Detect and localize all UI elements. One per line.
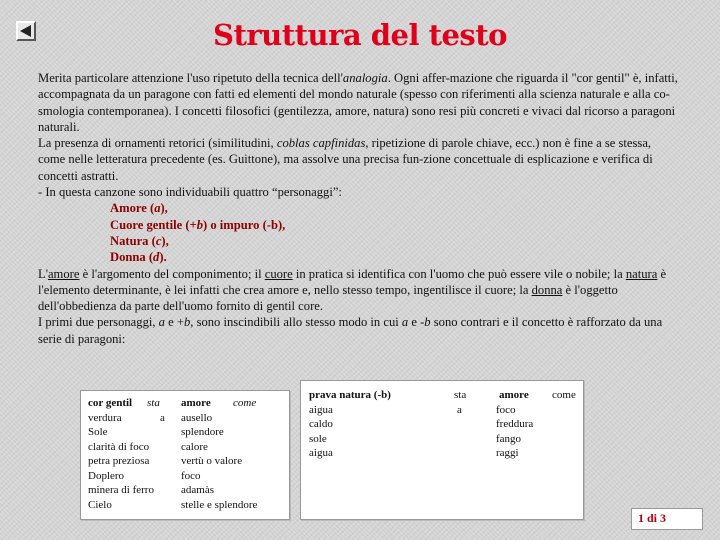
comparison-term: Cielo xyxy=(88,498,112,511)
paragraph-paragoni: I primi due personaggi, a e +b, sono inscindibili allo stesso modo in cui a e -b sono contrari e il concetto è rafforzato da una serie di paragoni: xyxy=(38,315,663,346)
slide-title: Struttura del testo xyxy=(213,18,507,52)
comparison-term: foco xyxy=(496,403,516,416)
comparison-term: aigua xyxy=(309,447,333,459)
paragraph-personaggi: - In questa canzone sono individuabili quattro “personaggi”: xyxy=(38,185,342,200)
comparison-term: Sole xyxy=(88,426,108,438)
comparison-term: minera di ferro xyxy=(88,484,154,496)
comparison-term: freddura xyxy=(496,418,534,430)
column-header: sta xyxy=(454,389,467,401)
page-counter xyxy=(631,508,703,530)
comparison-term: splendore xyxy=(181,426,224,438)
comparison-term: stelle e splendore xyxy=(181,498,258,511)
column-header: cor gentil xyxy=(88,397,133,409)
subject-column xyxy=(88,396,154,512)
comparison-term: a xyxy=(160,411,165,424)
comparison-term: a xyxy=(457,403,462,416)
come-column xyxy=(233,396,256,411)
object-column xyxy=(496,388,533,461)
column-header: come xyxy=(233,397,257,409)
comparison-term: aigua xyxy=(309,403,333,416)
paragraph-analogia: Merita particolare attenzione l'uso ripetuto della tecnica dell'analogia. Ogni affer-mazione che riguarda il "cor gentil" è, infatti, accompagnata da un paragone con fatti ed elementi del mondo naturale (spesso con riferimenti alla scienza naturale e alla co-smologia contemporanea). I concetti filosofici (gentilezza, amore, natura) sono resi più concreti e vivaci dal ricorso a paragoni naturali. xyxy=(38,71,678,134)
column-header: amore xyxy=(181,397,211,409)
comparison-term: calore xyxy=(181,440,208,453)
paragraph-roles: L'amore è l'argomento del componimento; il cuore in pratica si identifica con l'uomo che può essere vile o nobile; la natura è l'elemento determinante, è lei infatti che crea amore e, nello stesso tempo, ingentilisce il cuore; la donna è l'oggetto dell'obbedienza da parte dell'uomo fornito di gentil core. xyxy=(38,266,667,314)
character-item: Donna (d). xyxy=(110,250,167,265)
column-header: prava natura (-b) xyxy=(309,389,391,401)
comparison-term: adamàs xyxy=(181,484,214,496)
comparison-term: foco xyxy=(181,469,201,482)
comparison-term: caldo xyxy=(309,418,333,430)
comparison-term: vertù o valore xyxy=(181,455,243,467)
column-header: sta xyxy=(147,397,160,409)
comparison-term: sole xyxy=(309,432,327,445)
page-indicator: 1 di 3 xyxy=(638,511,667,525)
character-item: Natura (c), xyxy=(110,233,169,248)
paragraph-ornamenti: La presenza di ornamenti retorici (similitudini, coblas capfinidas, ripetizione di parole chiave, ecc.) non è fine a se stessa, come nelle letteratura precedente (es. Guittone), ma assolve una precisa fun-zione concettuale di esplicazione e verifica di concetti astratti. xyxy=(38,136,653,183)
comparison-term: raggi xyxy=(496,447,519,459)
object-column xyxy=(181,396,257,512)
comparison-term: fango xyxy=(496,432,522,445)
comparison-term: petra preziosa xyxy=(88,455,150,467)
comparison-term: Doplero xyxy=(88,469,125,482)
comparison-box-cor-gentil xyxy=(80,390,290,520)
column-header: come xyxy=(552,389,576,401)
column-header: amore xyxy=(499,389,529,401)
verb-column xyxy=(147,396,165,425)
subject-column xyxy=(309,388,391,461)
characters-list xyxy=(38,200,680,265)
comparison-term: clarità di foco xyxy=(88,440,150,453)
slide-body xyxy=(38,70,680,347)
character-item: Cuore gentile (+b) o impuro (-b), xyxy=(110,217,286,232)
come-column xyxy=(552,388,576,403)
comparison-box-prava-natura xyxy=(300,380,584,520)
comparison-term: verdura xyxy=(88,411,122,424)
character-item: Amore (a), xyxy=(110,201,168,216)
comparison-term: ausello xyxy=(181,411,213,424)
verb-column xyxy=(454,388,466,417)
